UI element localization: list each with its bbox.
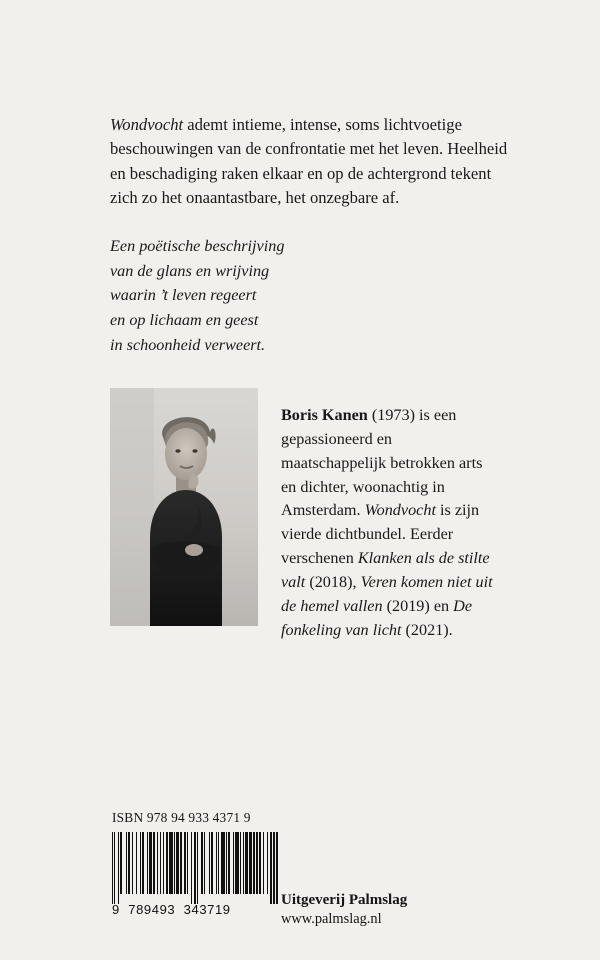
author-bio-title-3: Veren komen niet uit de hemel vallen	[281, 572, 493, 615]
author-portrait-image	[110, 388, 258, 626]
isbn-barcode	[112, 832, 280, 918]
poem-block	[110, 234, 440, 357]
poem-line-5: in schoonheid verweert.	[110, 335, 266, 354]
poem-line-1: Een poëtische beschrijving	[110, 237, 285, 255]
author-bio-part-4: (2019) en	[382, 596, 454, 615]
blurb-paragraph	[110, 113, 510, 211]
poem-line-2: van de glans en wrijving	[110, 261, 270, 280]
author-bio	[281, 404, 493, 642]
author-bio-part-2: is zijn vierde dichtbundel. Eerder verschenen	[281, 501, 480, 568]
isbn-label: ISBN 978 94 933 4371 9	[112, 810, 251, 825]
blurb-title-word: Wondvocht	[110, 114, 184, 134]
poem-line-3: waarin ’t leven regeert	[110, 286, 257, 305]
publisher-name: Uitgeverij Palmslag	[281, 892, 408, 908]
author-name: Boris Kanen	[281, 406, 368, 425]
author-bio-title-4: De fonkeling van licht	[281, 596, 473, 639]
author-bio-part-5: (2021).	[401, 620, 453, 639]
blurb-body: ademt intieme, intense, soms lichtvoetige beschouwingen van de confrontatie met het leven. Heelheid en beschadiging raken elkaar en op de achtergrond tekent zich zo het onaantastbare, het onzegbare af.	[110, 114, 508, 208]
poem-line-4: en op lichaam en geest	[110, 310, 259, 329]
author-bio-part-3: (2018),	[305, 572, 361, 591]
author-bio-part-1: (1973) is een gepassioneerd en maatschappelijk betrokken arts en dichter, woonachtig in Amsterdam.	[281, 406, 483, 520]
author-bio-title-1: Wondvocht	[364, 501, 436, 520]
barcode-bars	[112, 832, 280, 904]
publisher-website[interactable]: www.palmslag.nl	[281, 911, 382, 928]
barcode-digits: 9 789493 343719	[112, 902, 231, 917]
author-bio-title-2: Klanken als de stilte valt	[281, 549, 490, 591]
publisher-block	[281, 890, 407, 930]
